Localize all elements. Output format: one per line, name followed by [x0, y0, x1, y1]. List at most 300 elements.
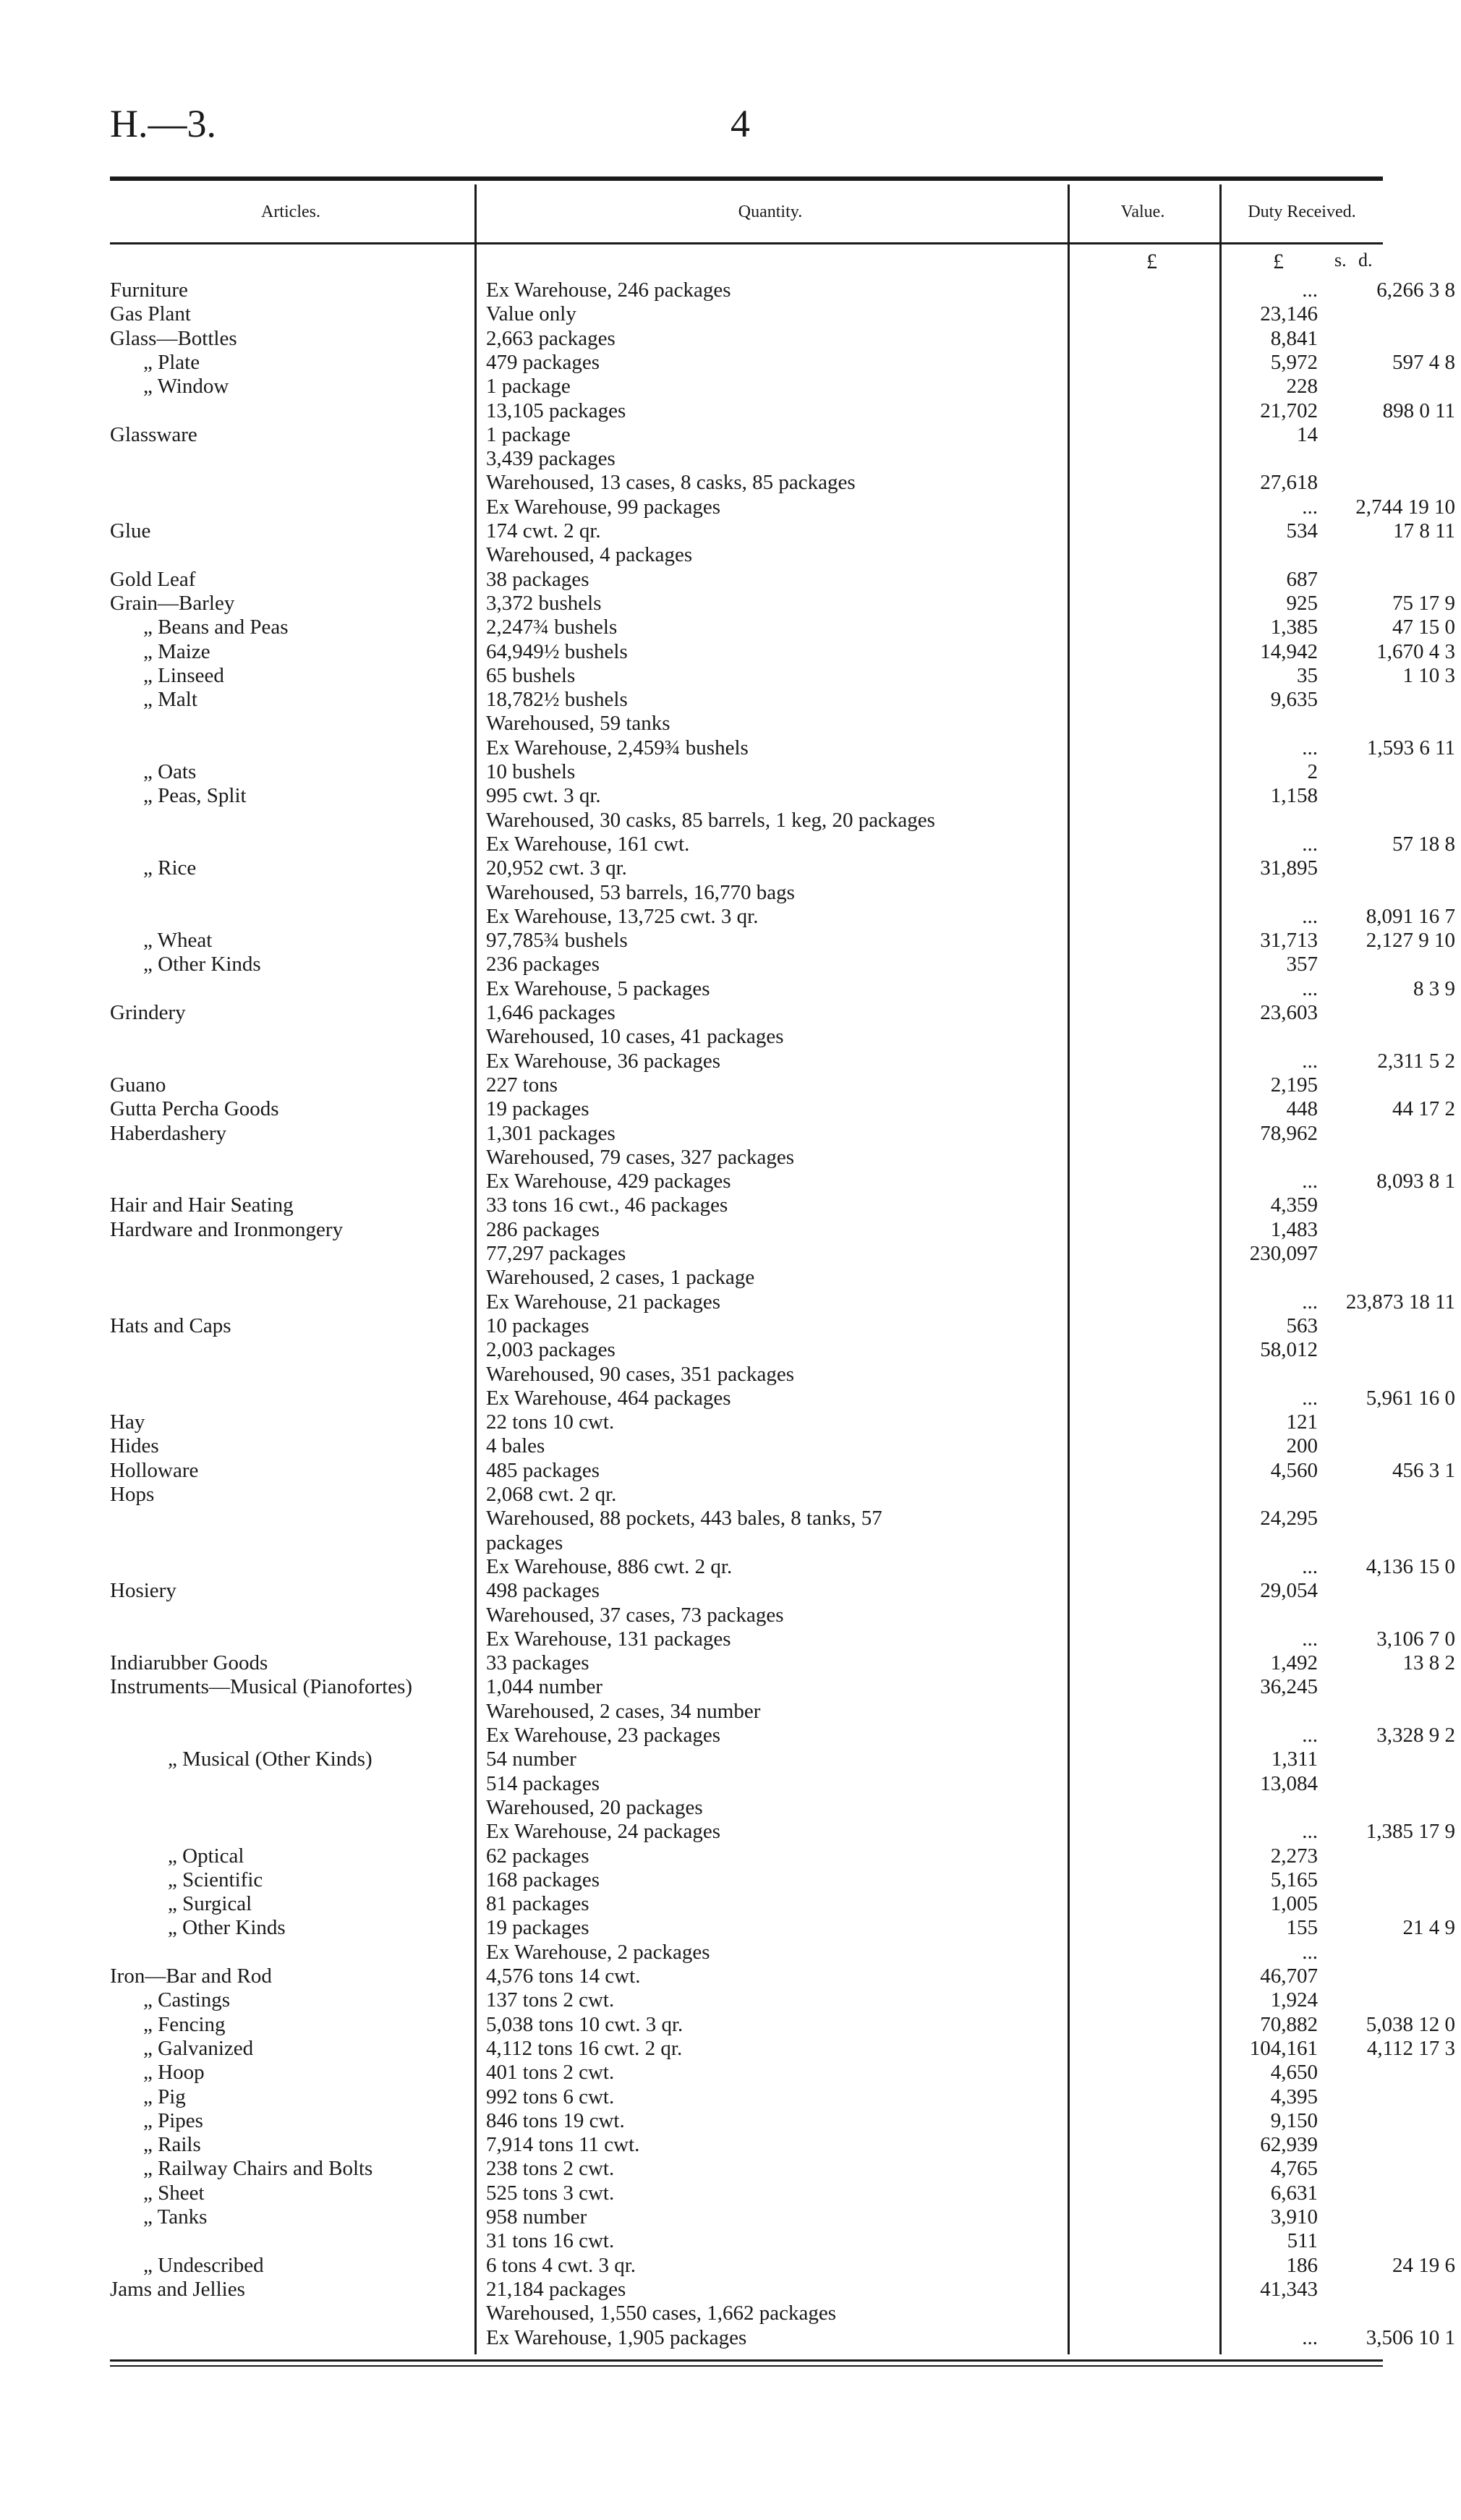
- table-row: [110, 1242, 1383, 1266]
- table-row: [110, 1772, 1383, 1796]
- table-row: [110, 1965, 1383, 1988]
- quantity-cell: 31 tons 16 cwt.: [486, 2229, 615, 2253]
- value-cell: ...: [1302, 2325, 1318, 2349]
- article-cell: „ Tanks: [143, 2205, 208, 2229]
- article-cell: „ Surgical: [168, 1892, 252, 1916]
- article-cell: „ Window: [143, 375, 229, 399]
- quantity-cell: Warehoused, 88 pockets, 443 bales, 8 tanks, 57: [486, 1507, 882, 1531]
- table-row: [110, 1170, 1455, 1193]
- value-cell: 687: [1286, 567, 1318, 591]
- value-cell: 13,084: [1260, 1771, 1318, 1795]
- value-cell: 9,150: [1270, 2108, 1318, 2132]
- quantity-cell: 846 tons 19 cwt.: [486, 2108, 625, 2132]
- article-cell: Gutta Percha Goods: [110, 1097, 279, 1121]
- column-header-quantity: Quantity.: [738, 203, 803, 221]
- value-cell: 8,841: [1270, 326, 1318, 350]
- duty-cell: 44 17 2: [1392, 1097, 1455, 1121]
- quantity-cell: 64,949½ bushels: [486, 639, 628, 663]
- bottom-rule-2: [110, 2365, 1383, 2367]
- value-cell: 4,765: [1270, 2157, 1318, 2181]
- table-row: [110, 1868, 1383, 1892]
- article-cell: Glue: [110, 519, 151, 542]
- quantity-cell: 401 tons 2 cwt.: [486, 2061, 615, 2085]
- article-cell: „ Pipes: [143, 2108, 203, 2132]
- article-cell: „ Oats: [143, 760, 197, 783]
- table-row: [110, 1483, 1383, 1507]
- article-cell: „ Other Kinds: [168, 1916, 286, 1940]
- table-row: [110, 1604, 1383, 1627]
- table-row: [110, 350, 1455, 375]
- quantity-cell: 19 packages: [486, 1097, 589, 1121]
- quantity-cell: 22 tons 10 cwt.: [486, 1410, 615, 1434]
- quantity-cell: 236 packages: [486, 953, 600, 976]
- quantity-cell: 62 packages: [486, 1844, 589, 1868]
- table-row: [110, 2325, 1455, 2350]
- column-header-value: Value.: [1120, 203, 1165, 221]
- quantity-cell: 514 packages: [486, 1771, 600, 1795]
- article-cell: „ Linseed: [143, 663, 224, 687]
- duty-cell: 4,136 15 0: [1366, 1554, 1455, 1578]
- quantity-cell: 1 package: [486, 375, 571, 399]
- table-row: [110, 953, 1383, 976]
- article-cell: Hides: [110, 1434, 159, 1458]
- quantity-cell: Ex Warehouse, 24 packages: [486, 1820, 721, 1844]
- value-cell: 4,395: [1270, 2085, 1318, 2108]
- value-cell: 357: [1286, 953, 1318, 976]
- duty-cell: 47 15 0: [1392, 616, 1455, 639]
- value-cell: 46,707: [1260, 1965, 1318, 1988]
- article-cell: Gold Leaf: [110, 567, 196, 591]
- article-cell: „ Malt: [143, 688, 197, 712]
- table-row: [110, 1410, 1383, 1434]
- quantity-cell: 18,782½ bushels: [486, 688, 628, 712]
- article-cell: Guano: [110, 1073, 166, 1097]
- bottom-rule: [110, 2359, 1383, 2362]
- value-cell: 4,650: [1270, 2061, 1318, 2085]
- table-row: [110, 302, 1383, 326]
- value-cell: 4,359: [1270, 1193, 1318, 1217]
- quantity-cell: 4,112 tons 16 cwt. 2 qr.: [486, 2036, 683, 2060]
- value-cell: 9,635: [1270, 688, 1318, 712]
- article-cell: Indiarubber Goods: [110, 1651, 268, 1675]
- article-cell: „ Plate: [143, 350, 200, 374]
- quantity-cell: 1,646 packages: [486, 1001, 616, 1024]
- page-reference: H.—3.: [110, 102, 216, 145]
- quantity-cell: Ex Warehouse, 246 packages: [486, 278, 731, 302]
- page-number: 4: [730, 102, 750, 145]
- duty-cell: 8,091 16 7: [1366, 904, 1455, 928]
- article-cell: „ Peas, Split: [143, 784, 247, 808]
- value-cell: 31,713: [1260, 929, 1318, 953]
- value-cell: ...: [1302, 832, 1318, 856]
- table-row: [110, 2302, 1383, 2325]
- value-cell: 5,972: [1270, 350, 1318, 374]
- value-cell: 6,631: [1270, 2181, 1318, 2205]
- quantity-cell: Ex Warehouse, 5 packages: [486, 976, 710, 1000]
- table-row: [110, 904, 1455, 929]
- quantity-cell: 168 packages: [486, 1868, 600, 1891]
- article-cell: Instruments—Musical (Pianofortes): [110, 1675, 413, 1699]
- table-row: [110, 2278, 1383, 2302]
- table-row: [110, 519, 1455, 543]
- quantity-cell: Ex Warehouse, 886 cwt. 2 qr.: [486, 1554, 733, 1578]
- quantity-cell: Ex Warehouse, 464 packages: [486, 1386, 731, 1410]
- quantity-cell: 227 tons: [486, 1073, 558, 1097]
- value-cell: 104,161: [1249, 2036, 1318, 2060]
- value-cell: ...: [1302, 1554, 1318, 1578]
- table-row: [110, 1073, 1383, 1097]
- table-row: [110, 736, 1455, 760]
- table-row: [110, 2205, 1383, 2229]
- value-cell: 534: [1286, 519, 1318, 542]
- quantity-cell: 4 bales: [486, 1434, 545, 1458]
- duty-cell: 1 10 3: [1402, 663, 1455, 687]
- table-row: [110, 2012, 1455, 2037]
- article-cell: Glassware: [110, 422, 197, 446]
- quantity-cell: 19 packages: [486, 1916, 589, 1940]
- table-row: [110, 1531, 1383, 1555]
- value-cell: ...: [1302, 495, 1318, 519]
- article-cell: „ Hoop: [143, 2061, 205, 2085]
- value-cell: ...: [1302, 976, 1318, 1000]
- article-cell: „ Fencing: [143, 2012, 226, 2036]
- value-cell: ...: [1302, 1724, 1318, 1747]
- table-row: [110, 278, 1455, 302]
- table-row: [110, 1796, 1383, 1820]
- article-cell: Furniture: [110, 278, 188, 302]
- quantity-cell: 1 package: [486, 422, 571, 446]
- quantity-cell: 1,044 number: [486, 1675, 603, 1699]
- table-row: [110, 976, 1455, 1001]
- table-row: [110, 616, 1455, 639]
- value-cell: 448: [1286, 1097, 1318, 1121]
- table-row: [110, 663, 1455, 688]
- duty-cell: 2,744 19 10: [1355, 495, 1455, 519]
- duty-cell: 597 4 8: [1392, 350, 1455, 374]
- article-cell: „ Wheat: [143, 929, 213, 953]
- duty-cell: 2,127 9 10: [1366, 929, 1455, 953]
- article-cell: Hosiery: [110, 1579, 176, 1603]
- duty-cell: 1,385 17 9: [1366, 1820, 1455, 1844]
- article-cell: Glass—Bottles: [110, 326, 237, 350]
- article-cell: „ Undescribed: [143, 2253, 264, 2277]
- duty-cell: 1,593 6 11: [1366, 736, 1455, 759]
- value-cell: ...: [1302, 1290, 1318, 1314]
- quantity-cell: Ex Warehouse, 429 packages: [486, 1170, 731, 1193]
- quantity-cell: 6 tons 4 cwt. 3 qr.: [486, 2253, 636, 2277]
- article-cell: „ Rice: [143, 856, 197, 880]
- quantity-cell: 2,247¾ bushels: [486, 616, 618, 639]
- duty-unit-pounds: £: [1273, 250, 1284, 273]
- table-row: [110, 2061, 1383, 2085]
- article-cell: Grindery: [110, 1001, 186, 1024]
- value-cell: 23,603: [1260, 1001, 1318, 1024]
- article-cell: „ Scientific: [168, 1868, 263, 1891]
- duty-cell: 5,961 16 0: [1366, 1386, 1455, 1410]
- table-row: [110, 1434, 1383, 1458]
- duty-cell: 1,670 4 3: [1376, 639, 1455, 663]
- quantity-cell: 1,301 packages: [486, 1121, 616, 1145]
- quantity-cell: Warehoused, 13 cases, 8 casks, 85 packages: [486, 471, 856, 495]
- table-row: [110, 1941, 1383, 1965]
- value-cell: 200: [1286, 1434, 1318, 1458]
- article-cell: Hay: [110, 1410, 145, 1434]
- quantity-cell: Warehoused, 4 packages: [486, 543, 693, 567]
- article-cell: „ Rails: [143, 2133, 201, 2157]
- table-row: [110, 1507, 1383, 1531]
- top-rule: [110, 176, 1383, 181]
- column-header-articles: Articles.: [261, 203, 320, 221]
- table-row: [110, 1651, 1455, 1675]
- article-cell: „ Castings: [143, 1988, 231, 2012]
- quantity-cell: 137 tons 2 cwt.: [486, 1988, 615, 2012]
- article-cell: „ Railway Chairs and Bolts: [143, 2157, 373, 2181]
- duty-cell: 5,038 12 0: [1366, 2012, 1455, 2036]
- value-unit: £: [1146, 250, 1157, 273]
- duty-unit-shillings: s.: [1334, 250, 1347, 271]
- quantity-cell: Warehoused, 30 casks, 85 barrels, 1 keg, 20 packages: [486, 808, 935, 832]
- value-cell: 35: [1297, 663, 1318, 687]
- table-row: [110, 712, 1383, 736]
- value-cell: 511: [1287, 2229, 1318, 2253]
- value-cell: 70,882: [1260, 2012, 1318, 2036]
- quantity-cell: 10 bushels: [486, 760, 576, 783]
- quantity-cell: Ex Warehouse, 99 packages: [486, 495, 721, 519]
- value-cell: 4,560: [1270, 1458, 1318, 1482]
- table-row: [110, 1290, 1455, 1314]
- value-cell: 230,097: [1249, 1242, 1318, 1265]
- quantity-cell: Ex Warehouse, 1,905 packages: [486, 2325, 747, 2349]
- table-row: [110, 1675, 1383, 1699]
- value-cell: 41,343: [1260, 2277, 1318, 2301]
- quantity-cell: 97,785¾ bushels: [486, 929, 628, 953]
- article-cell: Jams and Jellies: [110, 2277, 245, 2301]
- value-cell: 1,311: [1271, 1748, 1318, 1771]
- quantity-cell: 81 packages: [486, 1892, 589, 1916]
- table-row: [110, 2036, 1455, 2061]
- value-cell: 186: [1286, 2253, 1318, 2277]
- quantity-cell: packages: [486, 1531, 563, 1554]
- value-cell: 29,054: [1260, 1579, 1318, 1603]
- duty-cell: 24 19 6: [1392, 2253, 1455, 2277]
- value-cell: 3,910: [1270, 2205, 1318, 2229]
- table-row: [110, 1700, 1383, 1724]
- quantity-cell: Ex Warehouse, 2 packages: [486, 1940, 710, 1964]
- value-cell: 21,702: [1260, 399, 1318, 422]
- value-cell: ...: [1302, 1170, 1318, 1193]
- duty-cell: 23,873 18 11: [1345, 1290, 1455, 1314]
- quantity-cell: 238 tons 2 cwt.: [486, 2157, 615, 2181]
- article-cell: Grain—Barley: [110, 591, 235, 615]
- quantity-cell: 286 packages: [486, 1217, 600, 1241]
- value-cell: 1,483: [1270, 1217, 1318, 1241]
- table-row: [110, 327, 1383, 351]
- table-row: [110, 1579, 1383, 1603]
- value-cell: 2,195: [1270, 1073, 1318, 1097]
- value-cell: 563: [1286, 1314, 1318, 1337]
- table-row: [110, 471, 1383, 495]
- value-cell: 14,942: [1260, 639, 1318, 663]
- quantity-cell: 485 packages: [486, 1458, 600, 1482]
- quantity-cell: 479 packages: [486, 350, 600, 374]
- table-row: [110, 495, 1455, 519]
- table-row: [110, 1748, 1383, 1771]
- article-cell: „ Sheet: [143, 2181, 205, 2205]
- table-row: [110, 1724, 1455, 1748]
- quantity-cell: 54 number: [486, 1748, 576, 1771]
- value-cell: 58,012: [1260, 1338, 1318, 1362]
- table-row: [110, 1193, 1383, 1217]
- table-row: [110, 832, 1455, 856]
- value-cell: 1,005: [1270, 1892, 1318, 1916]
- value-cell: ...: [1302, 1386, 1318, 1410]
- quantity-cell: Warehoused, 2 cases, 34 number: [486, 1699, 761, 1723]
- table-row: [110, 2085, 1383, 2109]
- duty-cell: 3,506 10 1: [1366, 2325, 1455, 2349]
- value-cell: 2,273: [1270, 1844, 1318, 1868]
- quantity-cell: Ex Warehouse, 36 packages: [486, 1049, 721, 1073]
- value-cell: 155: [1286, 1916, 1318, 1940]
- article-cell: „ Optical: [168, 1844, 244, 1868]
- quantity-cell: Warehoused, 59 tanks: [486, 712, 670, 736]
- value-cell: 2: [1307, 760, 1318, 783]
- duty-cell: 456 3 1: [1392, 1458, 1455, 1482]
- quantity-cell: Ex Warehouse, 23 packages: [486, 1724, 721, 1747]
- table-row: [110, 375, 1383, 399]
- value-cell: 1,158: [1270, 784, 1318, 808]
- value-cell: 27,618: [1260, 471, 1318, 495]
- table-row: [110, 447, 1383, 471]
- quantity-cell: Ex Warehouse, 2,459¾ bushels: [486, 736, 749, 759]
- value-cell: ...: [1302, 1940, 1318, 1964]
- value-cell: 31,895: [1260, 856, 1318, 880]
- table-row: [110, 639, 1455, 664]
- quantity-cell: 992 tons 6 cwt.: [486, 2085, 615, 2108]
- quantity-cell: 65 bushels: [486, 663, 576, 687]
- quantity-cell: 77,297 packages: [486, 1242, 626, 1265]
- article-cell: Hardware and Ironmongery: [110, 1217, 344, 1241]
- table-row: [110, 1097, 1455, 1121]
- article-cell: „ Beans and Peas: [143, 616, 289, 639]
- table-row: [110, 1820, 1455, 1844]
- quantity-cell: 174 cwt. 2 qr.: [486, 519, 601, 542]
- article-cell: „ Musical (Other Kinds): [168, 1748, 372, 1771]
- table-row: [110, 2253, 1455, 2278]
- article-cell: „ Maize: [143, 639, 210, 663]
- value-cell: 23,146: [1260, 302, 1318, 326]
- table-row: [110, 568, 1383, 592]
- quantity-cell: Warehoused, 37 cases, 73 packages: [486, 1603, 784, 1627]
- duty-cell: 21 4 9: [1402, 1916, 1455, 1940]
- quantity-cell: Warehoused, 20 packages: [486, 1795, 703, 1819]
- table-row: [110, 1458, 1455, 1483]
- quantity-cell: Ex Warehouse, 131 packages: [486, 1627, 731, 1651]
- value-cell: 121: [1286, 1410, 1318, 1434]
- quantity-cell: 33 tons 16 cwt., 46 packages: [486, 1193, 728, 1217]
- table-row: [110, 1386, 1455, 1410]
- value-cell: ...: [1302, 278, 1318, 302]
- duty-cell: 57 18 8: [1392, 832, 1455, 856]
- table-row: [110, 1892, 1383, 1916]
- duty-cell: 17 8 11: [1393, 519, 1455, 542]
- table-row: [110, 2157, 1383, 2181]
- quantity-cell: 4,576 tons 14 cwt.: [486, 1965, 641, 1988]
- value-cell: ...: [1302, 736, 1318, 759]
- duty-cell: 2,311 5 2: [1377, 1049, 1455, 1073]
- article-cell: Hats and Caps: [110, 1314, 231, 1337]
- value-cell: 62,939: [1260, 2133, 1318, 2157]
- table-row: [110, 1363, 1383, 1387]
- article-cell: Hops: [110, 1483, 155, 1506]
- article-cell: „ Pig: [143, 2085, 186, 2108]
- value-cell: 1,385: [1270, 616, 1318, 639]
- value-cell: ...: [1302, 1820, 1318, 1844]
- article-cell: „ Galvanized: [143, 2036, 254, 2060]
- quantity-cell: 958 number: [486, 2205, 587, 2229]
- value-cell: ...: [1302, 904, 1318, 928]
- value-cell: 36,245: [1260, 1675, 1318, 1699]
- article-cell: Haberdashery: [110, 1121, 227, 1145]
- article-cell: „ Other Kinds: [143, 953, 261, 976]
- table-row: [110, 1314, 1383, 1338]
- duty-cell: 8 3 9: [1413, 976, 1455, 1000]
- value-cell: 14: [1297, 422, 1318, 446]
- value-cell: 925: [1286, 591, 1318, 615]
- table-row: [110, 399, 1455, 423]
- article-cell: Gas Plant: [110, 302, 191, 326]
- value-cell: 24,295: [1260, 1507, 1318, 1531]
- quantity-cell: Warehoused, 90 cases, 351 packages: [486, 1362, 795, 1386]
- table-row: [110, 1627, 1455, 1651]
- duty-cell: 75 17 9: [1392, 591, 1455, 615]
- table-row: [110, 2133, 1383, 2157]
- duty-cell: 4,112 17 3: [1366, 2036, 1455, 2060]
- table-row: [110, 760, 1383, 784]
- duty-cell: 3,106 7 0: [1376, 1627, 1455, 1651]
- table-row: [110, 1338, 1383, 1362]
- table-row: [110, 1916, 1455, 1940]
- article-cell: Holloware: [110, 1458, 199, 1482]
- value-cell: ...: [1302, 1627, 1318, 1651]
- column-header-duty: Duty Received.: [1248, 203, 1356, 221]
- quantity-cell: Warehoused, 10 cases, 41 packages: [486, 1025, 784, 1049]
- table-row: [110, 1988, 1383, 2012]
- table-row: [110, 1554, 1455, 1579]
- quantity-cell: 20,952 cwt. 3 qr.: [486, 856, 627, 880]
- quantity-cell: Warehoused, 53 barrels, 16,770 bags: [486, 880, 795, 904]
- quantity-cell: 3,439 packages: [486, 447, 616, 471]
- table-row: [110, 881, 1383, 905]
- duty-cell: 13 8 2: [1402, 1651, 1455, 1675]
- value-cell: 78,962: [1260, 1121, 1318, 1145]
- table-row: [110, 1025, 1383, 1049]
- article-cell: Iron—Bar and Rod: [110, 1965, 272, 1988]
- duty-cell: 8,093 8 1: [1376, 1170, 1455, 1193]
- quantity-cell: Ex Warehouse, 13,725 cwt. 3 qr.: [486, 904, 759, 928]
- quantity-cell: 5,038 tons 10 cwt. 3 qr.: [486, 2012, 683, 2036]
- table-row: [110, 1001, 1383, 1025]
- quantity-cell: Ex Warehouse, 161 cwt.: [486, 832, 690, 856]
- quantity-cell: 33 packages: [486, 1651, 589, 1675]
- quantity-cell: 3,372 bushels: [486, 591, 602, 615]
- quantity-cell: 525 tons 3 cwt.: [486, 2181, 615, 2205]
- table-row: [110, 688, 1383, 712]
- duty-cell: 3,328 9 2: [1376, 1724, 1455, 1747]
- value-cell: 228: [1286, 375, 1318, 399]
- quantity-cell: 2,003 packages: [486, 1338, 616, 1362]
- table-row: [110, 543, 1383, 567]
- table-row: [110, 929, 1455, 953]
